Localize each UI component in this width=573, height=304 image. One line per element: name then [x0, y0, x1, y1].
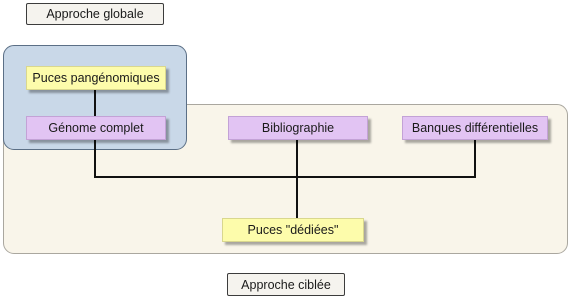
connector-to-dedicated-chips	[296, 176, 298, 218]
approche-globale-label: Approche globale	[26, 3, 164, 25]
connector-horizontal-bar	[94, 176, 476, 178]
approche-ciblee-label: Approche ciblée	[227, 273, 345, 296]
node-bibliographie: Bibliographie	[228, 116, 368, 140]
node-genome-complet: Génome complet	[26, 116, 166, 140]
connector-banks-down	[474, 140, 476, 178]
node-puces-dediees: Puces "dédiées"	[222, 218, 364, 242]
connector-genome-down	[94, 140, 96, 178]
node-puces-pangenomiques: Puces pangénomiques	[26, 66, 166, 90]
connector-bibliography-down	[296, 140, 298, 178]
node-banques-differentielles: Banques différentielles	[402, 116, 548, 140]
connector-pangenomic-to-genome	[94, 90, 96, 116]
